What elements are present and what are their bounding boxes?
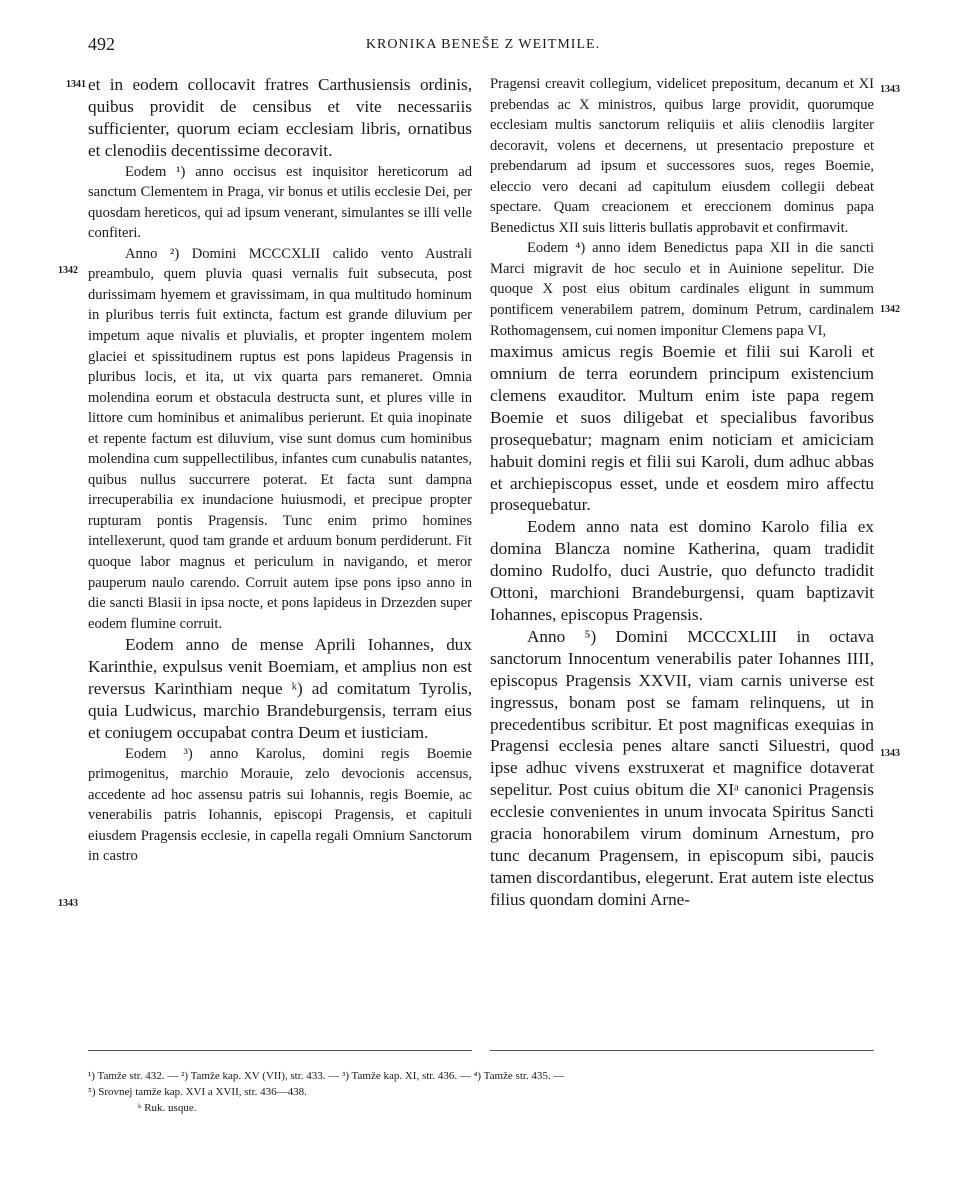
page-header <box>88 34 878 58</box>
margin-year: 1343 <box>880 748 900 759</box>
paragraph: et in eodem collocavit fratres Carthusiensis ordinis, quibus providit de censibus et vite necessariis sufficienter, quorum eciam ecclesiam libris, ornatibus et clenodiis decentissime decoravit. <box>88 75 472 160</box>
paragraph: Eodem anno nata est domino Karolo filia ex domina Blancza nomine Katherina, quam tradidit domino Rudolfo, duci Austrie, quo defuncto tradidit Ottoni, marchioni Brandeburgensi, quam baptizavit Iohannes, episcopus Pragensis. <box>490 517 874 624</box>
paragraph: Eodem ¹) anno occisus est inquisitor hereticorum ad sanctum Clementem in Praga, vir bonus et utilis ecclesie Dei, per quosdam hereticos, qui ad ipsum venerant, simulantes se illi velle confiteri. <box>88 163 472 242</box>
margin-year: 1343 <box>58 898 78 909</box>
paragraph: Eodem ³) anno Karolus, domini regis Boemie primogenitus, marchio Morauie, zelo devocionis accensus, accedente ad hoc assensu patris sui Iohannis, regis Boemie, ac venerabilis patris Iohannis, episcopi Pragensis, et capituli eiusdem Pragensis ecclesie, in capella regali Omnium Sanctorum in castro <box>88 745 472 865</box>
margin-year: 1342 <box>880 304 900 315</box>
paragraph: Eodem ⁴) anno idem Benedictus papa XII in die sancti Marci migravit de hoc seculo et in Auinione sepelitur. Die quoque X post eius obitum cardinales eligunt in summum pontificem venerabilem patrem, dominum Petrum, cardinalem Rothomagensem, cui nomen imponitur Clemens papa VI, <box>490 240 874 339</box>
margin-year: 1342 <box>58 265 78 276</box>
footnotes <box>88 1068 888 1116</box>
paragraph: Eodem anno de mense Aprili Iohannes, dux Karinthie, expulsus venit Boemiam, et amplius non est reversus Karinthiam neque ᵏ) ad comitatum Tyrolis, quia Ludwicus, marchio Brandeburgensis, terram eius et coniugem occupabat contra Deum et iusticiam. <box>88 635 472 742</box>
paragraph: maximus amicus regis Boemie et filii sui Karoli et omnium de terra eorundem principum existencium clemens exauditor. Multum enim iste papa regem Boemie et suos diligebat et specialibus favoribus prosequebatur; magnam enim noticiam et amiciciam habuit domini regis et filii sui Karoli, dum adhuc abbas et archiepiscopus esset, unde et eosdem miro affectu prosequebatur. <box>490 342 874 515</box>
margin-year: 1343 <box>880 84 900 95</box>
left-column <box>88 74 472 867</box>
paragraph: Anno ⁵) Domini MCCCXLIII in octava sanctorum Innocentum venerabilis pater Iohannes IIII, episcopus Pragensis XXVII, viam carnis universe est ingressus, bonam post se famam relinquens, ut in precedentibus scribitur. Et post magnificas exequias in Pragensi ecclesia penes altare sancti Siluestri, quod ipse adhuc vivens exstruxerat et magnifice dotaverat sepelitur. Post cuius obitum die XIᵃ canonici Pragensis ecclesie convenientes in unum invocata Spiritus Sancti gracia honorabilem virum dominum Arnestum, pro tunc decanum Pragensem, in episcopum sibi, paucis tamen discordantibus, elegerunt. Erat autem iste electus filius quondam domini Arne- <box>490 626 874 909</box>
page-number: 492 <box>88 34 115 54</box>
margin-year: 1341 <box>66 79 86 90</box>
textual-variant-note: ᵏ Ruk. usque. <box>138 1102 197 1114</box>
footnote-line: ¹) Tamže str. 432. — ²) Tamže kap. XV (VII), str. 433. — ³) Tamže kap. XI, str. 436. — ⁴) Tamže str. 435. — <box>88 1070 565 1082</box>
footnote-rule <box>88 1050 472 1051</box>
right-column <box>490 74 874 911</box>
paragraph: Anno ²) Domini MCCCXLII calido vento Australi preambulo, quem pluvia quasi vernalis fuit subsecuta, post durissimam hyemem et gravissimam, in qua multitudo hominum in pluribus terris fuit extincta, factum est grande diluvium per impetum aque nivalis et pluvialis, et propter ingentem molem glaciei et spissitudinem ruptus est pons lapideus Pragensis in pluribus locis, et ita, ut vix quarta pars remaneret. Omnia molendina eorum et obstacula destructa sunt, et plures ville in littore cum hominibus et animalibus perierunt. Et quia inopinate et repente factum est diluvium, vise sunt domus cum hominibus molendina cum suppellectilibus, infantes cum cunabulis natantes, quibus nullus succurrere poterat. Et facta sunt dampna irrecuperabilia ex inundacione huiusmodi, et precipue propter rupturam pontis Pragensis. Tunc enim primo homines intellexerunt, quod tam grande et arduum bonum perdiderunt. Fit quoque labor magnus et periculum in navigando, et meror pauperum naulo carendo. Corruit autem ipse pons ipso anno in die sancti Blasii in ipsa nocte, et pons lapideus in Drzezden super eodem flumine corruit. <box>88 245 472 632</box>
paragraph: Pragensi creavit collegium, videlicet prepositum, decanum et XI prebendas ac X ministros, quibus large providit, quorumque ecclesiam multis sanctorum reliquiis et aliis clenodiis largiter decoravit, volens et decernens, ut presentacio preposture et prebendarum ad ipsum et successores suos, reges Boemie, eleccio vero decani ad capitulum eiusdem collegii debeat spectare. Quam creacionem et ereccionem dominus papa Benedictus XII suis litteris bullatis approbavit et confirmavit. <box>490 76 874 236</box>
footnote-rule <box>490 1050 874 1051</box>
footnote-line: ⁵) Srovnej tamže kap. XVI a XVII, str. 436—438. <box>88 1086 307 1098</box>
running-title: KRONIKA BENEŠE Z WEITMILE. <box>365 37 601 52</box>
